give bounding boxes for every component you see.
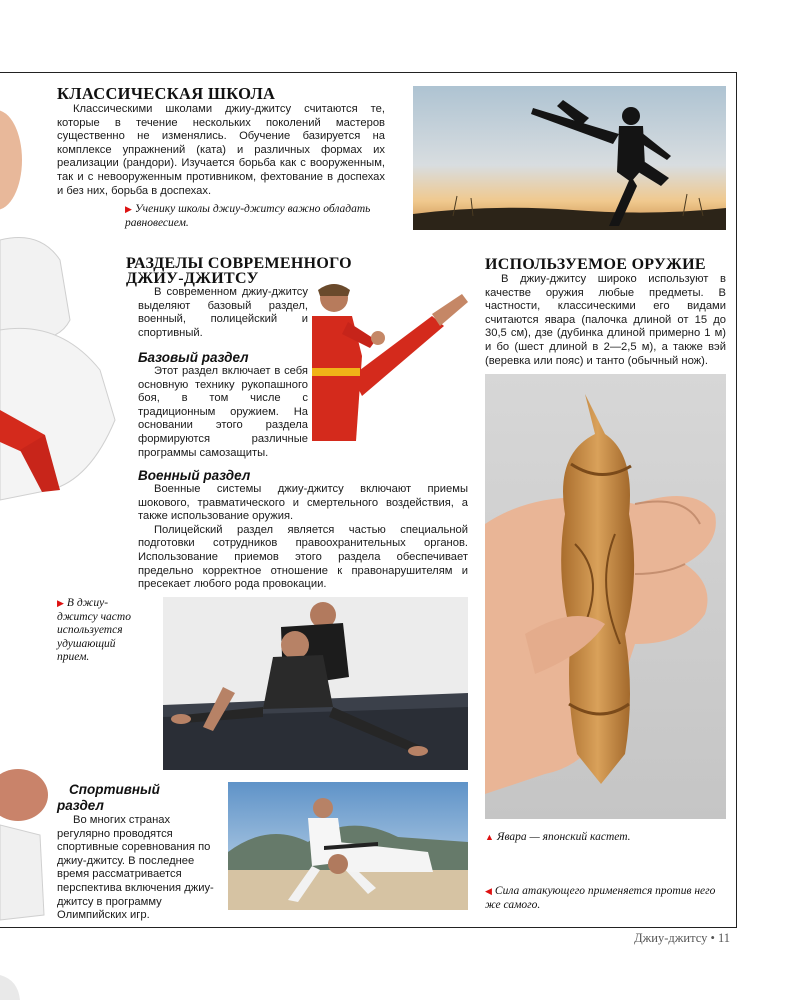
sport-section-title [57, 782, 160, 814]
photo-yawara [485, 374, 726, 819]
classic-school-caption [125, 203, 385, 230]
caption-arrow-up-icon: ▲ [485, 832, 494, 842]
modern-sections-intro [138, 286, 308, 340]
modern-sections-title-line1: РАЗДЕЛЫ СОВРЕМЕННОГО [126, 255, 352, 272]
yawara-caption [485, 831, 726, 845]
sport-section-title-line2: раздел [57, 798, 104, 813]
military-section-paragraph: Военные системы джиу-джитсу включают приемы шокового, травматического и смертельного воздействия, а также использование оружия. [138, 483, 468, 523]
throw-caption-text: Сила атакующего применяется против него же самого. [485, 885, 716, 911]
weapons-text [485, 273, 726, 368]
caption-arrow-left-icon: ◀ [485, 886, 492, 896]
police-section-paragraph: Полицейский раздел является частью специальной подготовки сотрудников правоохранительных органов. Использование приемов этого раздела обеспечивает предельно корректное отношение к правонарушителям и пресекает любого рода провокации. [138, 523, 468, 591]
basic-section-paragraph: Этот раздел включает в себя основную технику рукопашного боя, в том числе с традиционным оружием. На основании этого раздела формируются различные программы самозащиты. [138, 365, 308, 459]
weapons-title: ИСПОЛЬЗУЕМОЕ ОРУЖИЕ [485, 256, 706, 273]
photo-beach-throw [228, 782, 468, 910]
classic-school-text [57, 103, 385, 198]
caption-arrow-icon: ▶ [57, 598, 64, 608]
basic-section-title: Базовый раздел [138, 350, 249, 365]
caption-arrow-icon: ▶ [125, 204, 132, 214]
weapons-paragraph: В джиу-джитсу широко используют в качестве оружия любые предметы. В частности, классическими его видами считаются явара (палочка длиной от 15 до 30,5 см), дзе (дубинка длиной примерно 1 м) и бо (шест длиной в 2—2,5 м), а также вэй (веревка или пояс) и танто (обычный нож). [485, 273, 726, 367]
sport-section-paragraph: Во многих странах регулярно проводятся спортивные соревнования по джиу-джитсу. В последнее время рассматривается перспектива включения джиу-джитсу в программу Олимпийских игр. [57, 814, 214, 922]
throw-caption [485, 885, 726, 912]
classic-school-title: КЛАССИЧЕСКАЯ ШКОЛА [57, 84, 276, 103]
left-bottom-photo-fist [0, 765, 50, 925]
classic-school-caption-text: Ученику школы джиу-джитсу важно обладать равновесием. [125, 203, 371, 229]
sport-section-text [57, 814, 217, 923]
photo-red-gi-kick [312, 276, 472, 441]
modern-sections-title-line2: ДЖИУ-ДЖИТСУ [126, 270, 259, 287]
choke-caption-text: В джиу-джитсу часто используется удушающий прием. [57, 597, 131, 664]
yawara-caption-text: Явара — японский кастет. [496, 831, 631, 843]
photo-choke-hold [163, 597, 468, 770]
classic-school-paragraph: Классическими школами джиу-джитсу считаются те, которые в течение нескольких поколений мастеров существенно не изменялись. Обучение базируется на комплексе упражнений (ката) и различных формах их реализации (рандори). Изучается борьба как с вооруженным, так и с невооруженным противником, фехтование в доспехах и без них, борьба в доспехах. [57, 103, 385, 197]
photo-sunset-kick [413, 86, 726, 230]
military-section-title: Военный раздел [138, 468, 251, 483]
sport-section-title-line1: Спортивный [69, 782, 160, 797]
choke-caption [57, 597, 147, 665]
left-bottom-photo-foot [0, 965, 30, 1000]
page-footer: Джиу-джитсу • 11 [634, 931, 730, 945]
military-police-text [138, 483, 468, 592]
modern-sections-intro-text: В современном джиу-джитсу выделяют базовый раздел, военный, полицейский и спортивный. [138, 286, 308, 339]
basic-section-text [138, 365, 308, 460]
